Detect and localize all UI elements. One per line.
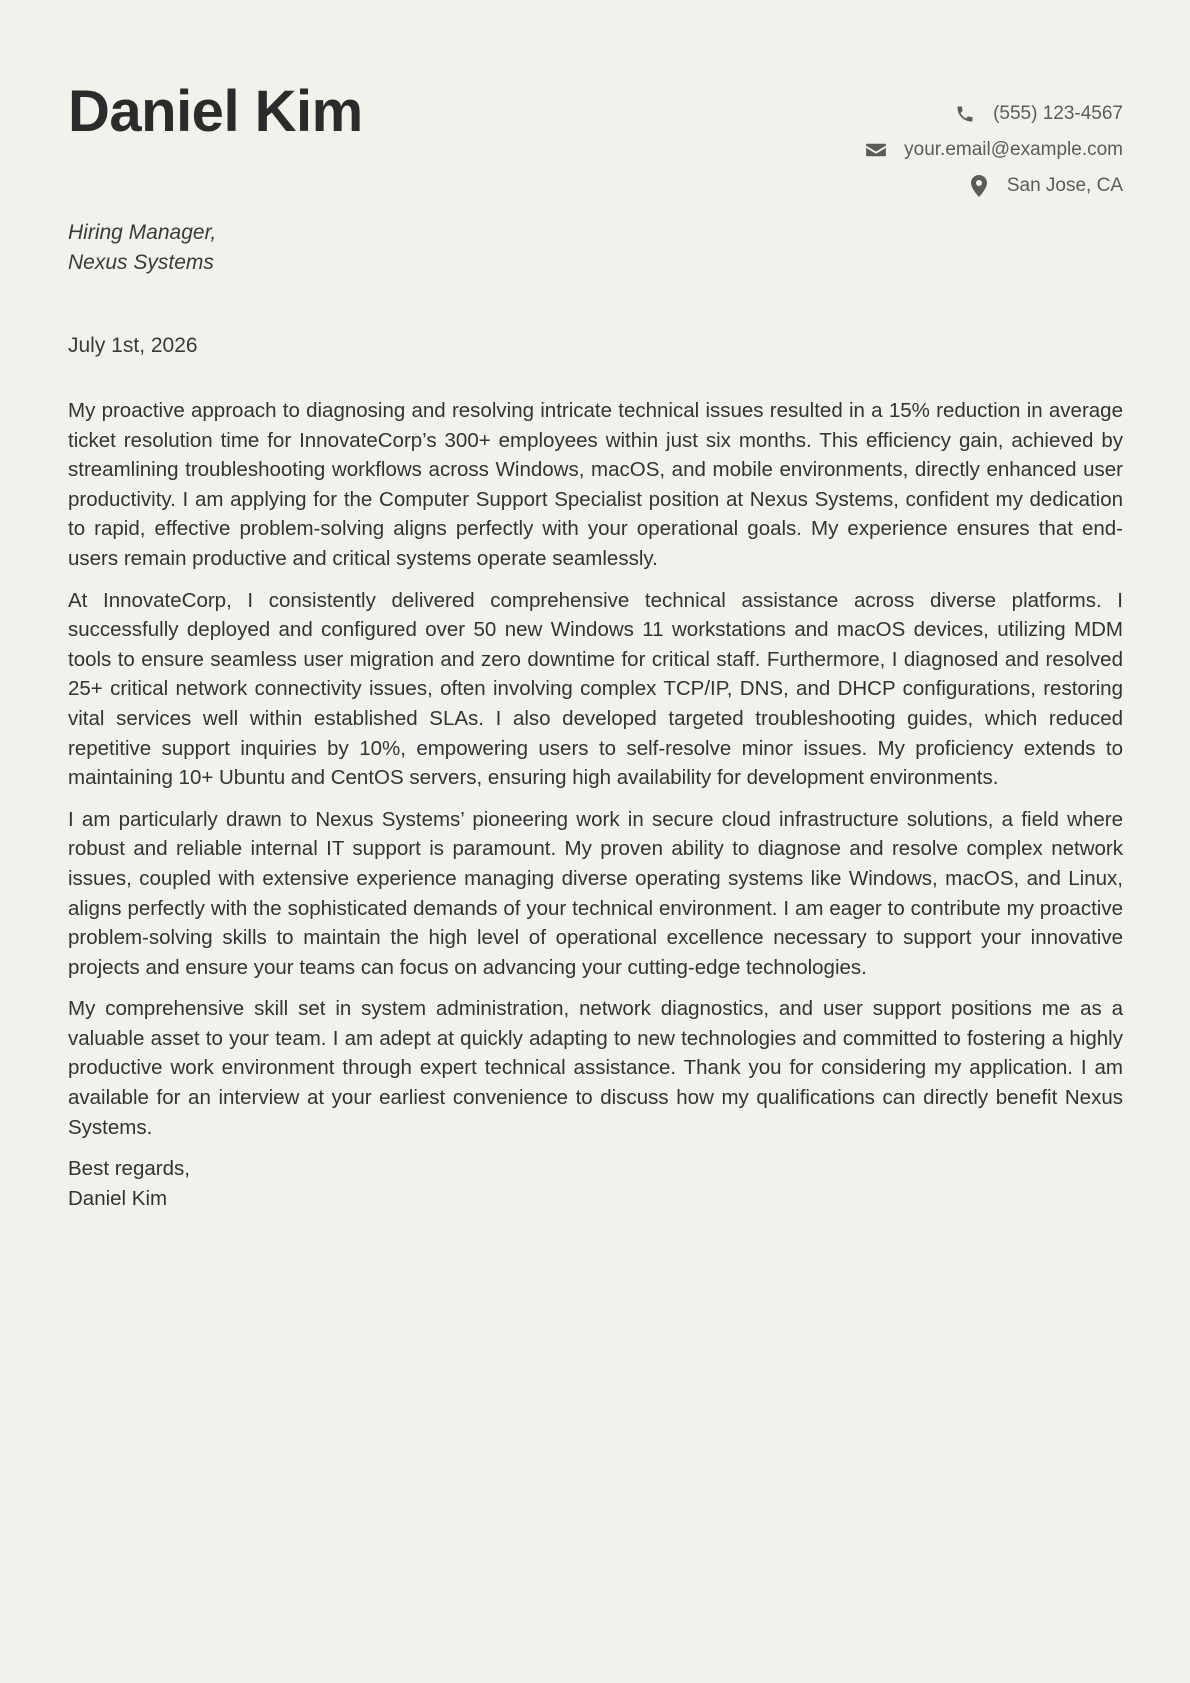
recipient-company: Nexus Systems <box>68 251 214 274</box>
letter-header <box>68 0 1123 210</box>
map-pin-icon <box>967 174 991 198</box>
recipient-block <box>68 218 216 278</box>
contact-info <box>864 96 1123 204</box>
body-paragraph: My proactive approach to diagnosing and resolving intricate technical issues resulted in a 15% reduction in average ticket resolution time for InnovateCorp’s 300+ employees within just six months. This efficiency gain, achieved by streamlining troubleshooting workflows across Windows, macOS, and mobile environments, directly enhanced user productivity. I am applying for the Computer Support Specialist position at Nexus Systems, confident my dedication to rapid, effective problem-solving aligns perfectly with your operational goals. My experience ensures that end-users remain productive and critical systems operate seamlessly. <box>68 399 1123 570</box>
contact-phone <box>864 96 1123 132</box>
signature-name: Daniel Kim <box>68 1186 168 1210</box>
cover-letter-page <box>68 0 1123 1683</box>
email-text[interactable]: your.email@example.com <box>904 139 1123 160</box>
letter-date: July 1st, 2026 <box>68 334 198 357</box>
phone-text[interactable]: (555) 123-4567 <box>993 103 1123 124</box>
body-paragraph: I am particularly drawn to Nexus Systems’ pioneering work in secure cloud infrastructure solutions, a field where robust and reliable internal IT support is paramount. My proven ability to diagnose and resolve complex network issues, coupled with extensive experience managing diverse operating systems like Windows, macOS, and Linux, aligns perfectly with the sophisticated demands of your technical environment. I am eager to contribute my proactive problem-solving skills to maintain the high level of operational excellence necessary to support your innovative projects and ensure your teams can focus on advancing your cutting-edge technologies. <box>68 807 1123 979</box>
contact-email <box>864 132 1123 168</box>
closing-salutation: Best regards, <box>68 1157 190 1181</box>
letter-body <box>68 396 1123 1213</box>
body-paragraph: My comprehensive skill set in system administration, network diagnostics, and user support positions me as a valuable asset to your team. I am adept at quickly adapting to new technologies and committed to fostering a highly productive work environment through expert technical assistance. Thank you for considering my application. I am available for an interview at your earliest convenience to discuss how my qualifications can directly benefit Nexus Systems. <box>68 997 1123 1139</box>
location-text: San Jose, CA <box>1006 175 1123 196</box>
body-paragraph: At InnovateCorp, I consistently delivered comprehensive technical assistance across diverse platforms. I successfully deployed and configured over 50 new Windows 11 workstations and macOS devices, utilizing MDM tools to ensure seamless user migration and zero downtime for critical staff. Furthermore, I diagnosed and resolved 25+ critical network connectivity issues, often involving complex TCP/IP, DNS, and DHCP configurations, restoring vital services well within established SLAs. I also developed targeted troubleshooting guides, which reduced repetitive support inquiries by 10%, empowering users to self-resolve minor issues. My proficiency extends to maintaining 10+ Ubuntu and CentOS servers, ensuring high availability for development environments. <box>68 588 1123 790</box>
phone-icon <box>953 102 977 126</box>
applicant-name: Daniel Kim <box>68 79 363 144</box>
contact-location <box>864 168 1123 204</box>
recipient-title: Hiring Manager, <box>68 221 217 244</box>
envelope-icon <box>864 138 888 162</box>
closing-block <box>68 1154 1123 1213</box>
